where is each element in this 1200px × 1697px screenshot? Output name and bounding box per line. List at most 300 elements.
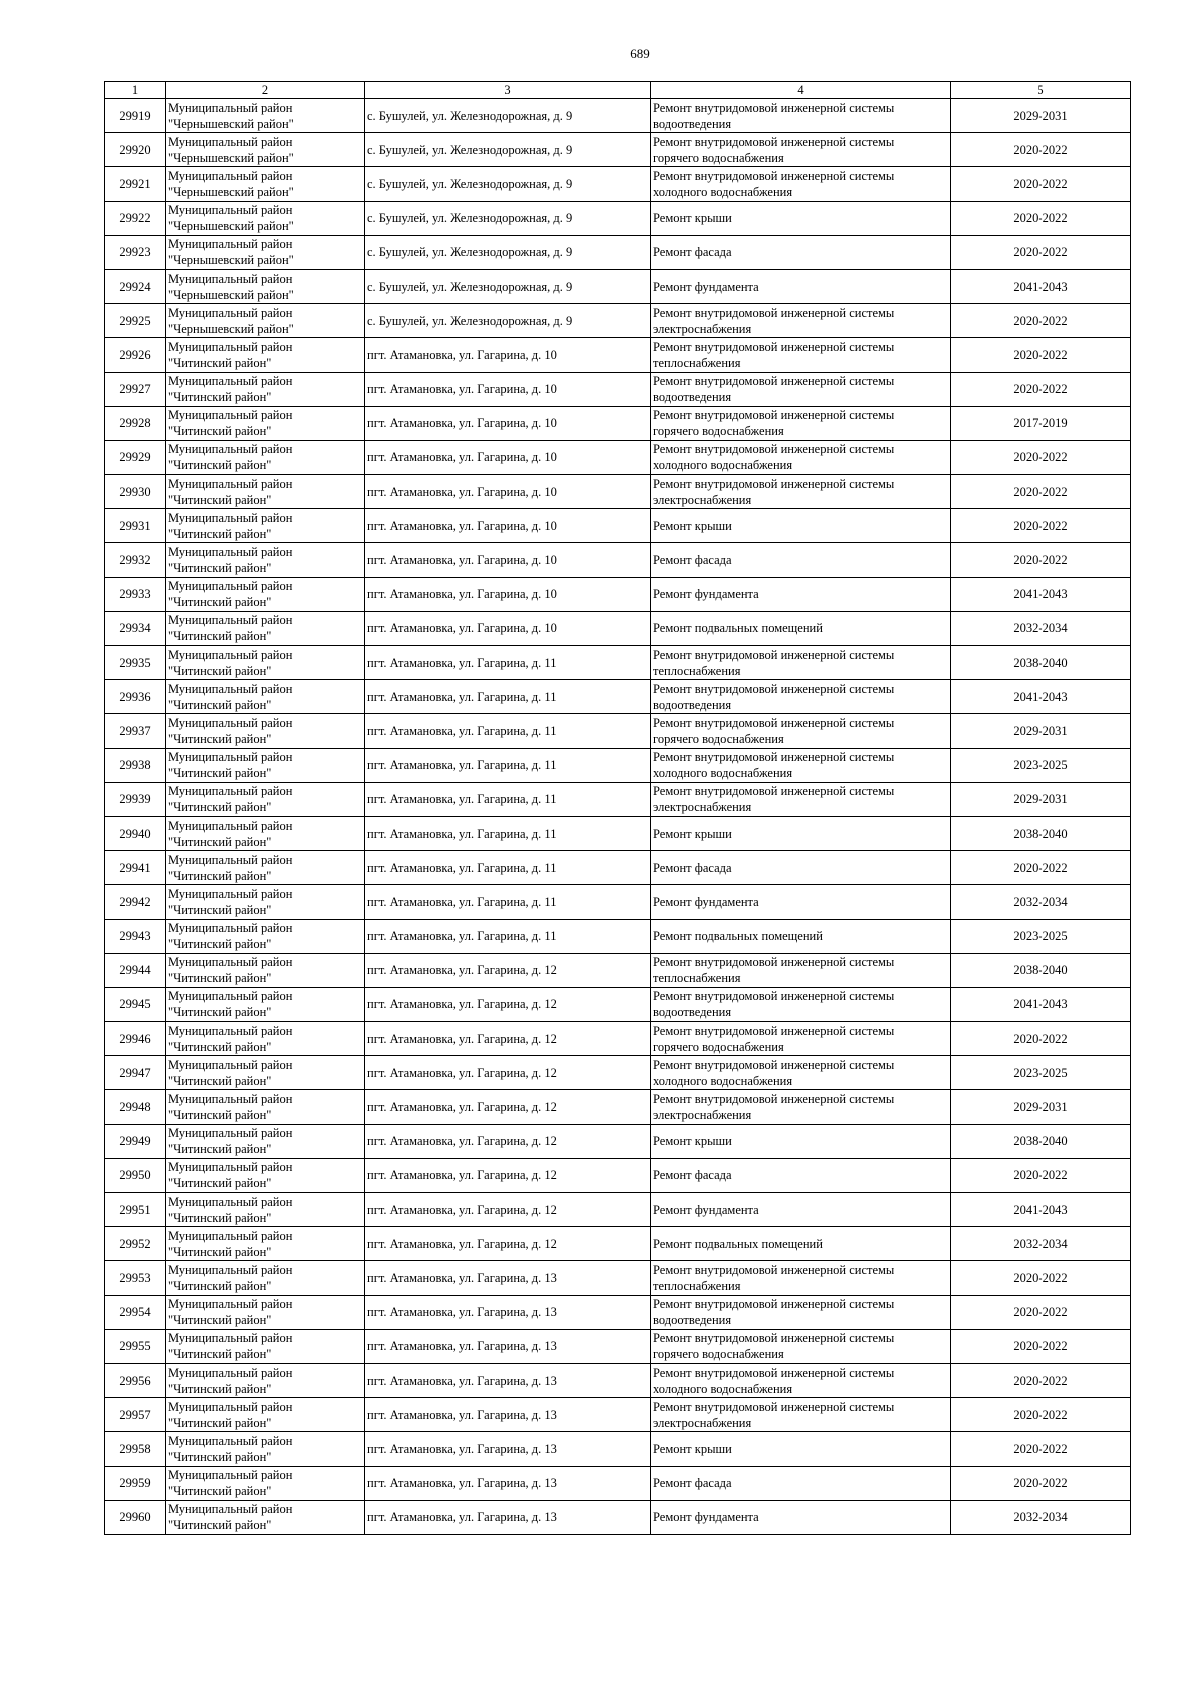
period-cell: 2041-2043 [951, 680, 1131, 714]
work-type-line: Ремонт фасада [653, 1476, 732, 1491]
work-type-line: водоотведения [653, 390, 732, 405]
work-type-cell [651, 1193, 951, 1227]
municipality-line: "Читинский район" [168, 868, 272, 883]
work-type-line: водоотведения [653, 697, 732, 712]
address-cell: пгт. Атамановка, ул. Гагарина, д. 10 [365, 440, 651, 474]
work-type-cell [651, 1295, 951, 1329]
work-type-line: горячего водоснабжения [653, 731, 784, 746]
period-cell: 2029-2031 [951, 714, 1131, 748]
address-cell: пгт. Атамановка, ул. Гагарина, д. 12 [365, 1227, 651, 1261]
municipality-line: Муниципальный район [168, 237, 293, 252]
table-row [105, 99, 1131, 133]
municipality-line: "Читинский район" [168, 1278, 272, 1293]
work-type-line: Ремонт фасада [653, 553, 732, 568]
work-type-cell [651, 475, 951, 509]
municipality-line: "Читинский район" [168, 731, 272, 746]
row-number: 29949 [105, 1124, 166, 1158]
municipality-line: "Читинский район" [168, 1484, 272, 1499]
work-type-cell [651, 919, 951, 953]
period-cell: 2020-2022 [951, 201, 1131, 235]
municipality-cell [166, 543, 365, 577]
municipality-line: Муниципальный район [168, 921, 293, 936]
municipality-cell [166, 1056, 365, 1090]
municipality-cell [166, 1363, 365, 1397]
work-type-line: Ремонт фасада [653, 860, 732, 875]
work-type-line: водоотведения [653, 1313, 732, 1328]
address-cell: пгт. Атамановка, ул. Гагарина, д. 12 [365, 1193, 651, 1227]
municipality-line: "Читинский район" [168, 1449, 272, 1464]
row-number: 29942 [105, 885, 166, 919]
period-cell: 2020-2022 [951, 1398, 1131, 1432]
row-number: 29939 [105, 782, 166, 816]
work-type-cell [651, 1466, 951, 1500]
row-number: 29920 [105, 133, 166, 167]
address-cell: пгт. Атамановка, ул. Гагарина, д. 11 [365, 714, 651, 748]
work-type-line: Ремонт внутридомовой инженерной системы [653, 715, 895, 730]
work-type-line: Ремонт фундамента [653, 1202, 759, 1217]
row-number: 29943 [105, 919, 166, 953]
municipality-cell [166, 816, 365, 850]
work-type-cell [651, 851, 951, 885]
row-number: 29947 [105, 1056, 166, 1090]
period-cell: 2038-2040 [951, 1124, 1131, 1158]
municipality-line: Муниципальный район [168, 681, 293, 696]
period-cell: 2038-2040 [951, 816, 1131, 850]
work-type-line: холодного водоснабжения [653, 184, 793, 199]
row-number: 29954 [105, 1295, 166, 1329]
address-cell: пгт. Атамановка, ул. Гагарина, д. 13 [365, 1398, 651, 1432]
period-cell: 2020-2022 [951, 1261, 1131, 1295]
table-row [105, 577, 1131, 611]
row-number: 29945 [105, 987, 166, 1021]
work-type-line: Ремонт крыши [653, 1441, 732, 1456]
municipality-line: "Читинский район" [168, 1313, 272, 1328]
municipality-line: Муниципальный район [168, 305, 293, 320]
municipality-line: "Читинский район" [168, 1108, 272, 1123]
address-cell: пгт. Атамановка, ул. Гагарина, д. 10 [365, 577, 651, 611]
municipality-line: Муниципальный район [168, 510, 293, 525]
address-cell: пгт. Атамановка, ул. Гагарина, д. 10 [365, 338, 651, 372]
municipality-line: Муниципальный район [168, 1023, 293, 1038]
address-cell: с. Бушулей, ул. Железнодорожная, д. 9 [365, 133, 651, 167]
municipality-line: "Читинский район" [168, 492, 272, 507]
work-type-cell [651, 885, 951, 919]
table-row [105, 338, 1131, 372]
work-type-cell [651, 338, 951, 372]
work-type-line: электроснабжения [653, 1415, 752, 1430]
municipality-cell [166, 782, 365, 816]
work-type-line: Ремонт крыши [653, 518, 732, 533]
period-cell: 2038-2040 [951, 953, 1131, 987]
work-type-line: Ремонт крыши [653, 211, 732, 226]
row-number: 29948 [105, 1090, 166, 1124]
column-number-row [105, 82, 1131, 99]
work-type-cell [651, 1158, 951, 1192]
row-number: 29930 [105, 475, 166, 509]
municipality-line: Муниципальный район [168, 1502, 293, 1517]
work-type-line: Ремонт внутридомовой инженерной системы [653, 750, 895, 765]
period-cell: 2032-2034 [951, 611, 1131, 645]
municipality-line: "Читинский район" [168, 663, 272, 678]
work-type-line: теплоснабжения [653, 663, 741, 678]
row-number: 29944 [105, 953, 166, 987]
work-type-cell [651, 406, 951, 440]
municipality-cell [166, 372, 365, 406]
work-type-line: горячего водоснабжения [653, 424, 784, 439]
work-type-cell [651, 201, 951, 235]
work-type-line: Ремонт внутридомовой инженерной системы [653, 1057, 895, 1072]
table-row [105, 1090, 1131, 1124]
work-type-line: Ремонт внутридомовой инженерной системы [653, 339, 895, 354]
work-type-cell [651, 543, 951, 577]
address-cell: пгт. Атамановка, ул. Гагарина, д. 10 [365, 509, 651, 543]
row-number: 29922 [105, 201, 166, 235]
work-type-line: Ремонт внутридомовой инженерной системы [653, 1399, 895, 1414]
municipality-cell [166, 440, 365, 474]
table-row [105, 133, 1131, 167]
municipality-line: Муниципальный район [168, 852, 293, 867]
work-type-line: холодного водоснабжения [653, 1073, 793, 1088]
address-cell: пгт. Атамановка, ул. Гагарина, д. 11 [365, 885, 651, 919]
work-type-line: Ремонт крыши [653, 826, 732, 841]
municipality-cell [166, 201, 365, 235]
address-cell: пгт. Атамановка, ул. Гагарина, д. 12 [365, 1124, 651, 1158]
table-row [105, 748, 1131, 782]
municipality-cell [166, 1193, 365, 1227]
municipality-line: Муниципальный район [168, 1331, 293, 1346]
municipality-cell [166, 953, 365, 987]
municipality-cell [166, 919, 365, 953]
row-number: 29937 [105, 714, 166, 748]
address-cell: пгт. Атамановка, ул. Гагарина, д. 11 [365, 919, 651, 953]
work-type-line: электроснабжения [653, 800, 752, 815]
municipality-line: "Читинский район" [168, 595, 272, 610]
address-cell: пгт. Атамановка, ул. Гагарина, д. 10 [365, 406, 651, 440]
period-cell: 2020-2022 [951, 235, 1131, 269]
table-row [105, 987, 1131, 1021]
work-type-line: Ремонт внутридомовой инженерной системы [653, 647, 895, 662]
municipality-line: Муниципальный район [168, 408, 293, 423]
address-cell: пгт. Атамановка, ул. Гагарина, д. 12 [365, 1158, 651, 1192]
period-cell: 2020-2022 [951, 1022, 1131, 1056]
work-type-line: электроснабжения [653, 1108, 752, 1123]
work-type-cell [651, 133, 951, 167]
municipality-cell [166, 1500, 365, 1534]
table-row [105, 919, 1131, 953]
municipality-cell [166, 987, 365, 1021]
column-header: 3 [365, 82, 651, 99]
municipality-line: "Читинский район" [168, 1039, 272, 1054]
period-cell: 2020-2022 [951, 167, 1131, 201]
work-type-line: Ремонт внутридомовой инженерной системы [653, 1262, 895, 1277]
work-type-line: Ремонт подвальных помещений [653, 621, 823, 636]
row-number: 29923 [105, 235, 166, 269]
municipality-line: "Читинский район" [168, 697, 272, 712]
work-type-cell [651, 372, 951, 406]
table-row [105, 611, 1131, 645]
work-type-cell [651, 782, 951, 816]
address-cell: пгт. Атамановка, ул. Гагарина, д. 11 [365, 851, 651, 885]
table-row [105, 475, 1131, 509]
work-type-line: горячего водоснабжения [653, 150, 784, 165]
row-number: 29952 [105, 1227, 166, 1261]
row-number: 29940 [105, 816, 166, 850]
work-type-cell [651, 1398, 951, 1432]
period-cell: 2041-2043 [951, 577, 1131, 611]
work-type-cell [651, 816, 951, 850]
municipality-line: Муниципальный район [168, 374, 293, 389]
work-type-line: Ремонт фундамента [653, 894, 759, 909]
work-type-cell [651, 1227, 951, 1261]
table-row [105, 1398, 1131, 1432]
table-row [105, 1500, 1131, 1534]
page-number: 689 [630, 46, 650, 61]
municipality-line: Муниципальный район [168, 134, 293, 149]
table-row [105, 543, 1131, 577]
municipality-line: "Читинский район" [168, 424, 272, 439]
municipality-cell [166, 1432, 365, 1466]
period-cell: 2020-2022 [951, 1158, 1131, 1192]
period-cell: 2020-2022 [951, 304, 1131, 338]
address-cell: пгт. Атамановка, ул. Гагарина, д. 13 [365, 1363, 651, 1397]
municipality-cell [166, 1398, 365, 1432]
municipality-line: "Чернышевский район" [168, 287, 294, 302]
table-row [105, 406, 1131, 440]
work-type-line: Ремонт внутридомовой инженерной системы [653, 784, 895, 799]
work-type-cell [651, 1500, 951, 1534]
column-header: 2 [166, 82, 365, 99]
work-type-cell [651, 1056, 951, 1090]
row-number: 29924 [105, 269, 166, 303]
work-type-line: Ремонт подвальных помещений [653, 929, 823, 944]
work-type-cell [651, 611, 951, 645]
work-type-line: Ремонт крыши [653, 1134, 732, 1149]
row-number: 29946 [105, 1022, 166, 1056]
municipality-line: "Читинский район" [168, 561, 272, 576]
address-cell: пгт. Атамановка, ул. Гагарина, д. 13 [365, 1466, 651, 1500]
work-type-cell [651, 1329, 951, 1363]
work-type-cell [651, 1022, 951, 1056]
work-type-cell [651, 714, 951, 748]
address-cell: пгт. Атамановка, ул. Гагарина, д. 12 [365, 987, 651, 1021]
municipality-cell [166, 304, 365, 338]
table-row [105, 440, 1131, 474]
municipality-line: "Читинский район" [168, 834, 272, 849]
work-type-line: Ремонт фундамента [653, 279, 759, 294]
address-cell: с. Бушулей, ул. Железнодорожная, д. 9 [365, 99, 651, 133]
municipality-line: Муниципальный район [168, 271, 293, 286]
row-number: 29927 [105, 372, 166, 406]
address-cell: пгт. Атамановка, ул. Гагарина, д. 10 [365, 372, 651, 406]
period-cell: 2020-2022 [951, 475, 1131, 509]
municipality-cell [166, 1466, 365, 1500]
work-type-line: Ремонт внутридомовой инженерной системы [653, 100, 895, 115]
work-type-cell [651, 235, 951, 269]
table-row [105, 372, 1131, 406]
municipality-line: "Читинский район" [168, 1415, 272, 1430]
address-cell: пгт. Атамановка, ул. Гагарина, д. 10 [365, 611, 651, 645]
work-type-line: Ремонт внутридомовой инженерной системы [653, 1092, 895, 1107]
work-type-line: водоотведения [653, 116, 732, 131]
address-cell: пгт. Атамановка, ул. Гагарина, д. 12 [365, 953, 651, 987]
repair-schedule-table [104, 81, 1131, 1535]
period-cell: 2029-2031 [951, 1090, 1131, 1124]
work-type-line: Ремонт внутридомовой инженерной системы [653, 681, 895, 696]
table-row [105, 953, 1131, 987]
work-type-line: горячего водоснабжения [653, 1039, 784, 1054]
work-type-line: Ремонт внутридомовой инженерной системы [653, 134, 895, 149]
municipality-cell [166, 99, 365, 133]
municipality-line: "Читинский район" [168, 1142, 272, 1157]
municipality-line: "Читинский район" [168, 1518, 272, 1533]
work-type-cell [651, 953, 951, 987]
municipality-line: Муниципальный район [168, 1194, 293, 1209]
period-cell: 2032-2034 [951, 885, 1131, 919]
municipality-cell [166, 1227, 365, 1261]
work-type-line: Ремонт внутридомовой инженерной системы [653, 955, 895, 970]
column-header: 1 [105, 82, 166, 99]
row-number: 29935 [105, 646, 166, 680]
address-cell: пгт. Атамановка, ул. Гагарина, д. 13 [365, 1261, 651, 1295]
table-row [105, 1295, 1131, 1329]
municipality-cell [166, 269, 365, 303]
address-cell: пгт. Атамановка, ул. Гагарина, д. 12 [365, 1090, 651, 1124]
work-type-line: Ремонт внутридомовой инженерной системы [653, 168, 895, 183]
municipality-line: "Чернышевский район" [168, 219, 294, 234]
municipality-cell [166, 1261, 365, 1295]
municipality-line: Муниципальный район [168, 784, 293, 799]
work-type-line: Ремонт внутридомовой инженерной системы [653, 305, 895, 320]
municipality-line: "Читинский район" [168, 1244, 272, 1259]
municipality-line: "Читинский район" [168, 458, 272, 473]
municipality-line: "Читинский район" [168, 629, 272, 644]
municipality-line: Муниципальный район [168, 1297, 293, 1312]
table-row [105, 680, 1131, 714]
municipality-cell [166, 577, 365, 611]
work-type-line: Ремонт внутридомовой инженерной системы [653, 374, 895, 389]
row-number: 29926 [105, 338, 166, 372]
period-cell: 2038-2040 [951, 646, 1131, 680]
municipality-line: "Читинский район" [168, 390, 272, 405]
work-type-line: Ремонт фасада [653, 1168, 732, 1183]
work-type-line: Ремонт фундамента [653, 587, 759, 602]
municipality-line: "Читинский район" [168, 1210, 272, 1225]
row-number: 29955 [105, 1329, 166, 1363]
work-type-cell [651, 1432, 951, 1466]
address-cell: пгт. Атамановка, ул. Гагарина, д. 11 [365, 816, 651, 850]
work-type-line: Ремонт внутридомовой инженерной системы [653, 408, 895, 423]
municipality-line: Муниципальный район [168, 100, 293, 115]
period-cell: 2023-2025 [951, 919, 1131, 953]
row-number: 29953 [105, 1261, 166, 1295]
row-number: 29950 [105, 1158, 166, 1192]
table-row [105, 1193, 1131, 1227]
table-row [105, 782, 1131, 816]
table-body [105, 99, 1131, 1535]
address-cell: с. Бушулей, ул. Железнодорожная, д. 9 [365, 269, 651, 303]
period-cell: 2020-2022 [951, 1329, 1131, 1363]
address-cell: пгт. Атамановка, ул. Гагарина, д. 11 [365, 646, 651, 680]
table-row [105, 714, 1131, 748]
table-row [105, 816, 1131, 850]
work-type-cell [651, 1124, 951, 1158]
period-cell: 2029-2031 [951, 782, 1131, 816]
municipality-cell [166, 748, 365, 782]
municipality-cell [166, 611, 365, 645]
column-header: 5 [951, 82, 1131, 99]
period-cell: 2032-2034 [951, 1227, 1131, 1261]
table-row [105, 1022, 1131, 1056]
row-number: 29936 [105, 680, 166, 714]
table-row [105, 1329, 1131, 1363]
work-type-cell [651, 304, 951, 338]
municipality-line: Муниципальный район [168, 886, 293, 901]
period-cell: 2017-2019 [951, 406, 1131, 440]
work-type-line: водоотведения [653, 1005, 732, 1020]
period-cell: 2020-2022 [951, 1363, 1131, 1397]
work-type-cell [651, 269, 951, 303]
address-cell: с. Бушулей, ул. Железнодорожная, д. 9 [365, 201, 651, 235]
work-type-cell [651, 509, 951, 543]
period-cell: 2041-2043 [951, 987, 1131, 1021]
municipality-line: "Чернышевский район" [168, 184, 294, 199]
table-row [105, 167, 1131, 201]
municipality-line: Муниципальный район [168, 1057, 293, 1072]
work-type-line: теплоснабжения [653, 971, 741, 986]
address-cell: пгт. Атамановка, ул. Гагарина, д. 13 [365, 1500, 651, 1534]
municipality-cell [166, 851, 365, 885]
address-cell: пгт. Атамановка, ул. Гагарина, д. 10 [365, 543, 651, 577]
municipality-line: Муниципальный район [168, 1160, 293, 1175]
period-cell: 2020-2022 [951, 509, 1131, 543]
municipality-line: Муниципальный район [168, 955, 293, 970]
table-row [105, 885, 1131, 919]
work-type-line: Ремонт внутридомовой инженерной системы [653, 442, 895, 457]
table-row [105, 1363, 1131, 1397]
period-cell: 2020-2022 [951, 1295, 1131, 1329]
period-cell: 2032-2034 [951, 1500, 1131, 1534]
row-number: 29925 [105, 304, 166, 338]
period-cell: 2020-2022 [951, 372, 1131, 406]
municipality-line: Муниципальный район [168, 339, 293, 354]
work-type-cell [651, 1363, 951, 1397]
table-row [105, 1158, 1131, 1192]
municipality-cell [166, 1124, 365, 1158]
municipality-line: "Читинский район" [168, 1005, 272, 1020]
work-type-cell [651, 167, 951, 201]
work-type-line: электроснабжения [653, 492, 752, 507]
municipality-cell [166, 680, 365, 714]
municipality-cell [166, 1090, 365, 1124]
work-type-cell [651, 440, 951, 474]
address-cell: с. Бушулей, ул. Железнодорожная, д. 9 [365, 304, 651, 338]
work-type-line: теплоснабжения [653, 355, 741, 370]
municipality-cell [166, 714, 365, 748]
municipality-cell [166, 338, 365, 372]
row-number: 29932 [105, 543, 166, 577]
row-number: 29931 [105, 509, 166, 543]
address-cell: пгт. Атамановка, ул. Гагарина, д. 13 [365, 1295, 651, 1329]
address-cell: пгт. Атамановка, ул. Гагарина, д. 11 [365, 748, 651, 782]
municipality-line: "Читинский район" [168, 355, 272, 370]
work-type-line: Ремонт подвальных помещений [653, 1236, 823, 1251]
work-type-line: Ремонт внутридомовой инженерной системы [653, 1331, 895, 1346]
municipality-line: Муниципальный район [168, 545, 293, 560]
table-row [105, 235, 1131, 269]
work-type-line: холодного водоснабжения [653, 1381, 793, 1396]
row-number: 29941 [105, 851, 166, 885]
row-number: 29929 [105, 440, 166, 474]
